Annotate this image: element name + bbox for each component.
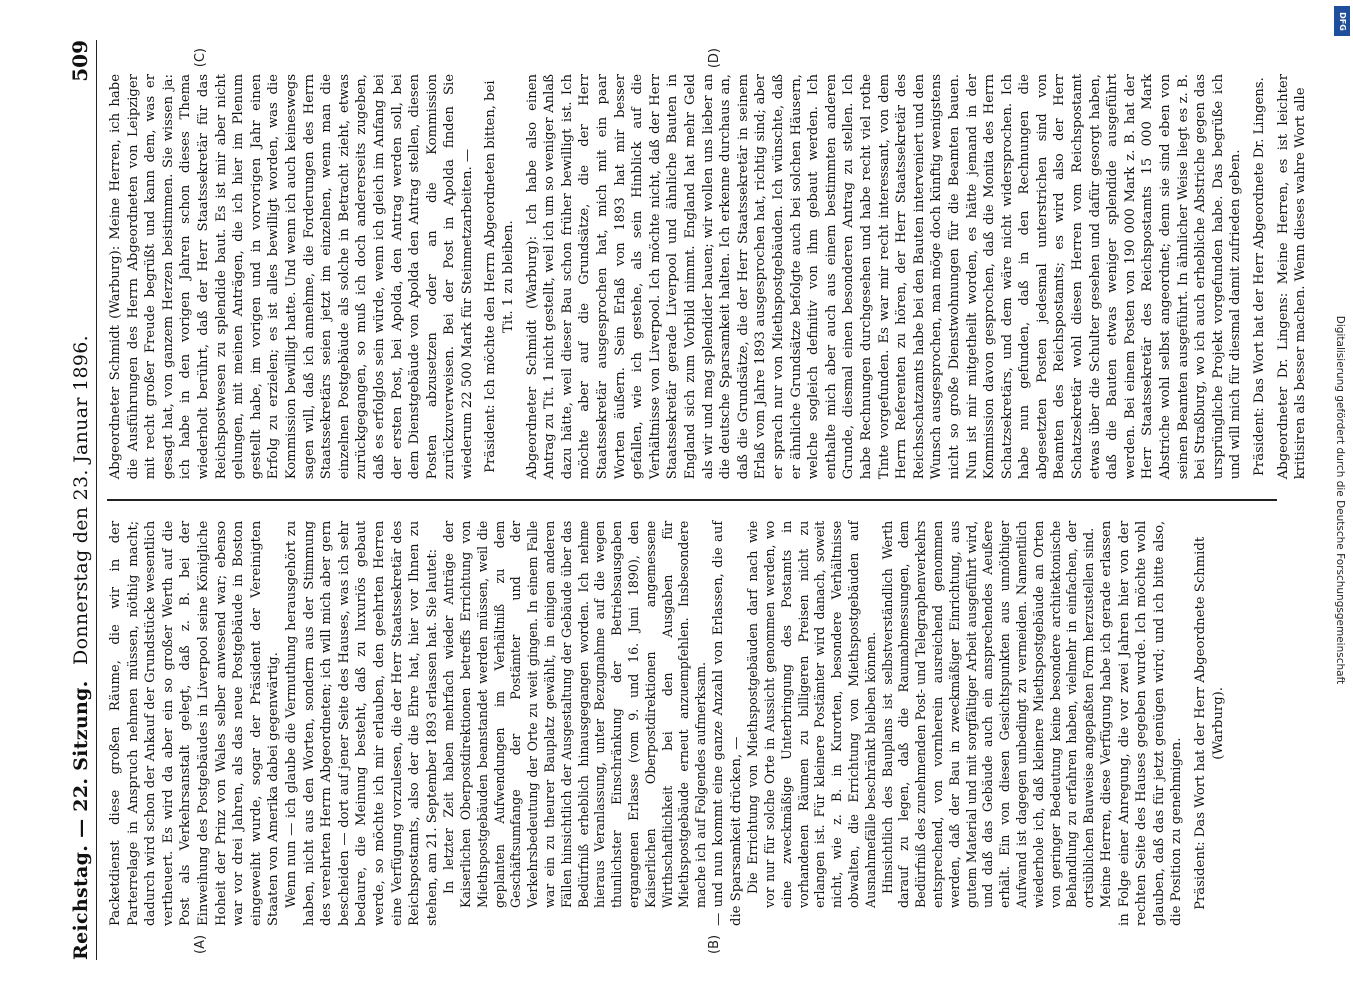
credit-text: Digitalisierung gefördert durch die Deutsche Forschungsgemeinschaft	[1334, 315, 1346, 685]
right-column-paragraph: Abgeordneter Dr. Lingens: Meine Herren, es ist leichter kritisiren als besser machen. Wenn dieses wahre Wort alle	[1275, 74, 1309, 480]
document-page	[30, 0, 1320, 1000]
right-column-paragraph: Abgeordneter Schmidt (Warburg): Meine Herren, ich habe die Ausführungen des Herrn Abgeordneten von Leipziger mit recht großer Freude begrüßt und kann dem, was er gesagt hat, von ganzem Herzen beistimmen. Sie wissen ja: ich habe in den vorigen Jahren schon dieses Thema wiederholt berührt, daß der Herr Staatssekretär für das Reichspostwesen zu splendide baut. Es ist mir aber nicht gelungen, mit meinen Anträgen, die ich hier im Plenum gestellt habe, im vorigen und in vorvorigen Jahr einen Erfolg zu erzielen; es ist alles bewilligt worden, was die Kommission bewilligt hatte. Und wenn ich auch keineswegs sagen will, daß ich annehme, die Forderungen des Herrn Staatssekretärs seien jetzt im einzelnen, wenn man die einzelnen Postgebäude als solche in Betracht zieht, etwas zurückgegangen, so muß ich doch andererseits zugeben, daß es erfolglos sein würde, wenn ich gleich im Anfang bei der ersten Post, bei Apolda, den Antrag werden soll, bei dem Dienstgebäude von Apolda den Antrag stellen, diesen Posten abzusetzen oder an die Kommission zurückzuverweisen. Bei der Post in Apolda finden Sie wiederum 22 500 Mark für Steinmetzarbeiten. —	[108, 74, 475, 480]
left-column-paragraph: Die Errichtung von Miethspostgebäuden darf nach wie vor nur für solche Orte in Aussicht genommen werden, wo eine zweckmäßige Unterbringung des Postamts in vorhandenen Räumen zu billigeren Preisen nicht zu erlangen ist. Für kleinere Postämter wird danach, soweit nicht, wie z. B. in Kurorten, besondere Verhältnisse obwalten, die Errichtung von Miethspostgebäuden auf Ausnahmefälle beschränkt bleiben können.	[745, 520, 878, 908]
right-column-paragraph: Präsident: Das Wort hat der Herr Abgeordnete Dr. Lingens.	[1252, 77, 1267, 476]
left-column-paragraph: Wenn nun — ich glaube die Vermuthung herausgehört zu haben, nicht aus den Worten, sondern aus der Stimmung des verehrten Herrn Abgeordneten; ich will mich aber gern bescheiden — dort auf jener Seite des Hauses, was ich sehr bedaure, die Meinung besteht, daß zu luxuriös gebaut werde, so möchte ich mir erlauben, den geehrten Herren eine Verfügung vorzulesen, die der Herr Staatssekretär des Reichspostamts, also der die Ehre hat, hier vor Ihnen zu stehen, am 21. September 1893 erlassen hat. Sie lautet:	[283, 520, 440, 926]
header-session: Reichstag. — 22. Sitzung.	[70, 680, 92, 960]
left-column-paragraph: Präsident: Das Wort hat der Herr Abgeordnete Schmidt (Warburg).	[1192, 536, 1226, 910]
margin-marker-d: (D)	[707, 48, 722, 69]
header-date: Donnerstag den 23. Januar 1896.	[70, 335, 92, 665]
left-column-paragraph: Packetdienst diese großen Räume, die wir in der Parterrelage in Anspruch nehmen müssen, nöthig macht; dadurch wird schon der Ankauf der Grundstücke wesentlich vertheuert. Es wird da aber ein so großer Werth auf die Post als Verkehrsanstalt gelegt, daß z. B. bei der Einweihung des Postgebäudes in Liverpool seine Königliche Hoheit der Prinz von Wales selber anwesend war; ebenso war vor drei Jahren, als das neue Postgebäude in Boston eingeweiht wurde, sogar der Präsident der Vereinigten Staaten von Amerika dabei gegenwärtig.	[108, 520, 282, 926]
dfg-logo: DFG	[1334, 6, 1350, 36]
page-header	[58, 40, 97, 960]
margin-marker-a: (A)	[193, 934, 208, 954]
left-column-paragraph: Meine Herren, diese Verfügung habe ich gerade erlassen in Folge einer Anregung, die vor zwei Jahren hier von der rechten Seite des Hauses gegeben wurde. Ich möchte wohl glauben, daß das für jetzt genügen wird; und ich bitte also, die Position zu genehmigen.	[1098, 520, 1185, 926]
left-column	[107, 501, 1277, 960]
digitization-credit	[1331, 20, 1349, 980]
left-column-paragraph: Hinsichtlich des Bauplans ist selbstverständlich Werth darauf zu legen, daß die Raumabmessungen, dem Bedürfniß des zunehmenden Post- und Telegraphenverkehrs entsprechend, von vornherein ausreichend genommen werden, daß der Bau in zweckmäßiger Einrichtung, aus gutem Material und mit sorgfältiger Arbeit ausgeführt wird, und daß das Gebäude auch ein ansprechendes Aeußere erhält. Ein von diesen Gesichtspunkten aus unnöthiger Aufwand ist dagegen unbedingt zu vermeiden. Namentlich wiederhole ich, daß kleinere Miethspostgebäude an Orten von geringer Bedeutung keine besondere architektonische Behandlung zu erfahren haben, vielmehr in einfachen, der ortsüblichen Bauweise angepaßten Form herzustellen sind.	[879, 520, 1097, 908]
right-column-paragraph: Präsident: Ich möchte den Herrn Abgeordneten bitten, bei Tit. 1 zu bleiben.	[483, 80, 517, 473]
left-column-paragraph: In letzter Zeit haben mehrfach wieder Anträge der Kaiserlichen Oberpostdirektionen betreffs Errichtung von Miethspostgebäuden beanstandet werden müssen, weil die geplanten Aufwendungen im Verhältniß zu dem Geschäftsumfange der Postämter und der Verkehrsbedeutung der Orte zu weit gingen. In einem Falle war ein zu theurer Bauplatz gewählt, in einigen anderen Fällen hinsichtlich der Ausgestaltung der Gebäude über das Bedürfniß erheblich hinausgegangen worden. Ich nehme hieraus Veranlassung, unter Bezugnahme auf die wegen thunlichster Einschränkung der Betriebsausgaben ergangenen Erlasse (vom 9. und 16. Juni 1890), den Kaiserlichen Oberpostdirektionen angemessene Wirthschaftlichkeit bei den Ausgaben für Miethspostgebäude erneut anzuempfehlen. Insbesondere mache ich auf Folgendes aufmerksam.	[441, 520, 709, 908]
page-number: 509	[68, 40, 92, 82]
margin-marker-b: (B)	[707, 934, 722, 954]
text-columns	[107, 40, 1309, 960]
left-column-paragraph: — und nun kommt eine ganze Anzahl von Erlassen, die auf die Sparsamkeit drücken, —	[711, 520, 744, 926]
margin-marker-c: (C)	[193, 48, 208, 68]
right-column	[107, 40, 1309, 499]
right-column-paragraph: Abgeordneter Schmidt (Warburg): Ich habe also einen Antrag zu Tit. 1 nicht gestellt, weil ich um so weniger Anlaß dazu hätte, weil dieser Bau schon früher bewilligt ist. Ich möchte aber auf die Grundsätze, die der Herr Staatssekretär ausgesprochen hat, mich mit ein paar Worten äußern. Sein Erlaß von 1893 hat mir besser gefallen, wie ich gestehe, als sein Hinblick auf die Verhältnisse von Liverpool. Ich möchte nicht, daß der Herr Staatssekretär gerade Liverpool und ähnliche Bauten in England sich zum Vorbild nimmt. England hat mehr Geld als wir und mag splendider bauen; wir wollen uns lieber an die deutsche Sparsamkeit halten. Ich erkenne durchaus an, daß die Grundsätze, die der Herr Staatssekretär in seinem Erlaß vom Jahre 1893 ausgesprochen hat, richtig sind; aber er sprach nur von Miethspostgebäuden. Ich wünschte, daß er ähnliche Grundsätze befolgte auch bei solchen Häusern, welche sogleich definitiv von ihm gebaut werden. Ich enthalte mich aber auch aus einem bestimmten anderen Grunde, diesmal einen besonderen Antrag zu stellen. Ich habe Rechnungen durchgesehen und habe recht viel rothe Tinte vorgefunden. Es war mir recht interessant, von dem Herrn Referenten zu hören, der Herr Staatssekretär des Reichsschatzamts habe bei den Bauten interveniert und den Wunsch ausgesprochen, man möge doch künftig wenigstens nicht so große Dienstwohnungen für die Beamten bauen. Nun ist mir mitgetheilt worden, es hätte jemand in der Kommission davon gesprochen, daß die Monita des Herrn Schatzsekretärs, und dem wäre nicht widersprochen. Ich habe nun gefunden, daß in den Rechnungen die abgesetzten Posten jedesmal unterstrichen sind von Beamten des Reichspostamts; es wird also der Herr Schatzsekretär wohl diesen Herren vom Reichspostamt etwas über die Schulter gesehen und dafür gesorgt haben, daß die Bauten etwas weniger splendide ausgeführt werden. Bei einem Posten von 190 000 Mark z. B. hat der Herr Staatssekretär des Reichspostamts 15 000 Mark Abstriche wohl selbst angeordnet; denn sie sind eben von seinen Beamten ausgeführt. In ähnlicher Weise liegt es z. B. bei Straßburg, wo ich auch erhebliche Abstriche gegen das ursprüngliche Projekt vorgefunden habe. Das begrüße ich und will mich für diesmal damit zufrieden geben.	[524, 74, 1244, 480]
